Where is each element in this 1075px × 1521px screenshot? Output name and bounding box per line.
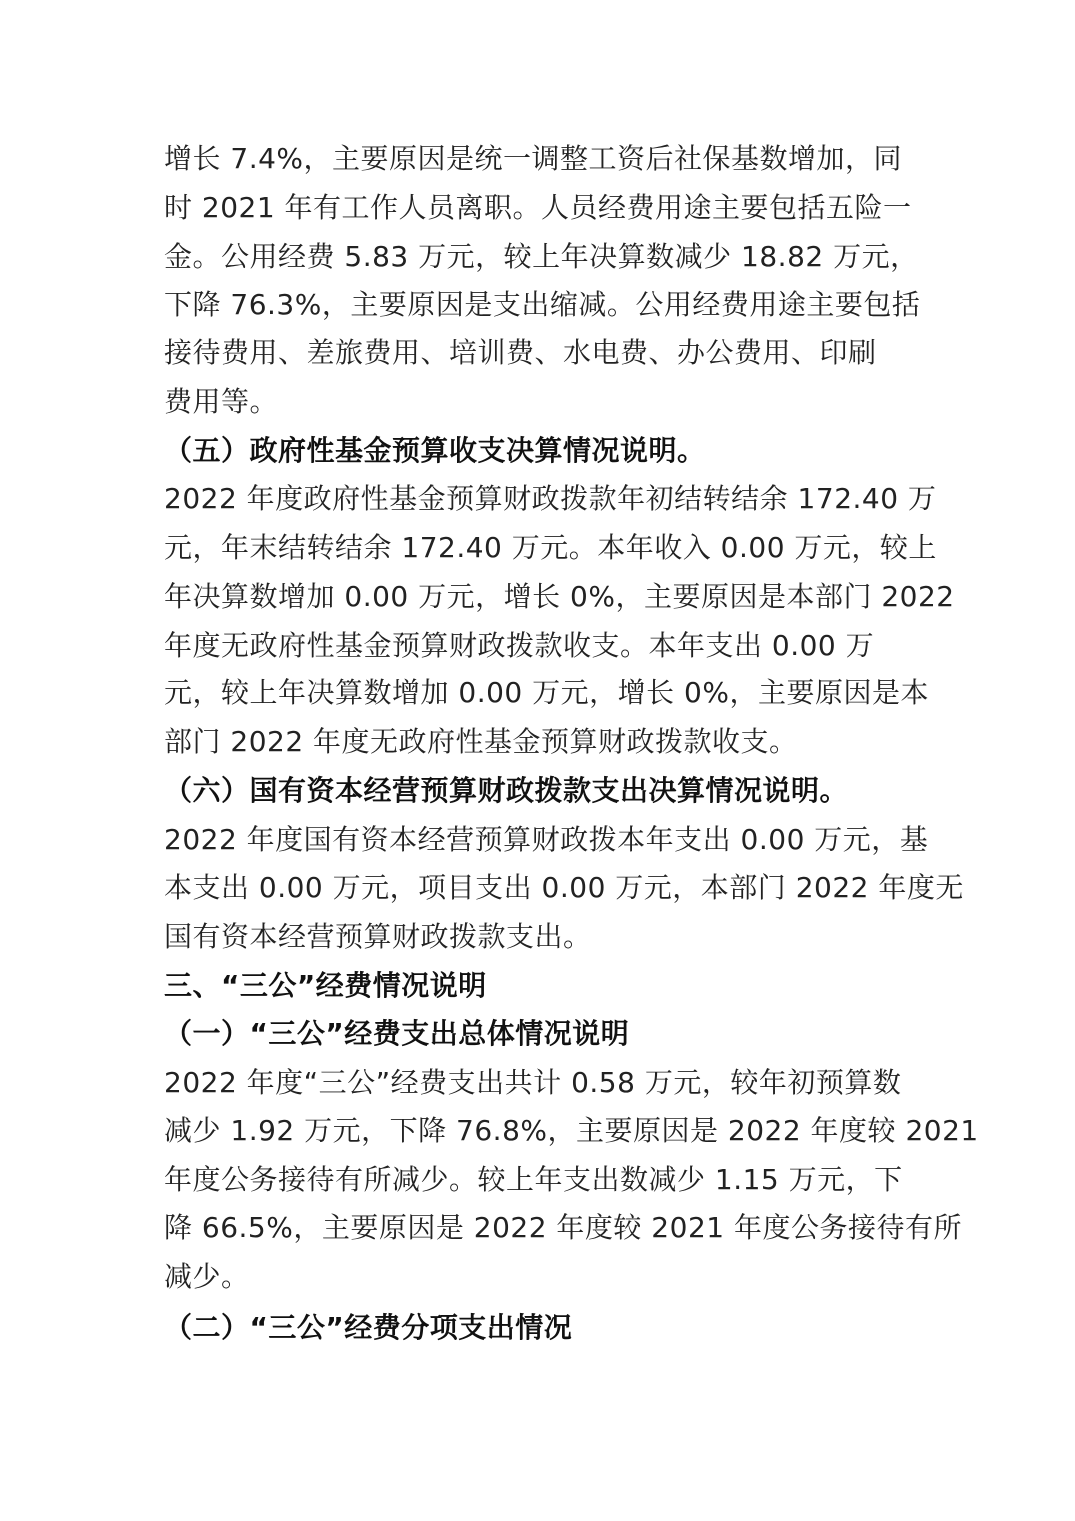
body-line: 减少 1.92 万元，下降 76.8%，主要原因是 2022 年度较 2021 xyxy=(164,1114,979,1147)
body-line: 下降 76.3%，主要原因是支出缩减。公用经费用途主要包括 xyxy=(164,288,921,321)
body-line: 国有资本经营预算财政拨款支出。 xyxy=(164,920,592,953)
section-heading: 三、“三公”经费情况说明 xyxy=(164,969,487,1002)
section-heading: （二）“三公”经费分项支出情况 xyxy=(164,1311,573,1344)
body-line: 部门 2022 年度无政府性基金预算财政拨款收支。 xyxy=(164,725,798,758)
body-line: 年度无政府性基金预算财政拨款收支。本年支出 0.00 万 xyxy=(164,629,875,662)
body-line: 年决算数增加 0.00 万元，增长 0%，主要原因是本部门 2022 xyxy=(164,580,955,613)
body-line: 降 66.5%，主要原因是 2022 年度较 2021 年度公务接待有所 xyxy=(164,1211,962,1244)
body-line: 增长 7.4%，主要原因是统一调整工资后社保基数增加，同 xyxy=(164,142,903,175)
body-line: 减少。 xyxy=(164,1260,250,1293)
section-heading: （六）国有资本经营预算财政拨款支出决算情况说明。 xyxy=(164,774,849,807)
body-line: 元，年末结转结余 172.40 万元。本年收入 0.00 万元，较上 xyxy=(164,531,937,564)
section-heading: （一）“三公”经费支出总体情况说明 xyxy=(164,1017,630,1050)
body-line: 本支出 0.00 万元，项目支出 0.00 万元，本部门 2022 年度无 xyxy=(164,871,964,904)
body-line: 时 2021 年有工作人员离职。人员经费用途主要包括五险一 xyxy=(164,191,912,224)
body-line: 2022 年度“三公”经费支出共计 0.58 万元，较年初预算数 xyxy=(164,1066,902,1099)
body-line: 2022 年度国有资本经营预算财政拨本年支出 0.00 万元，基 xyxy=(164,823,929,856)
section-heading: （五）政府性基金预算收支决算情况说明。 xyxy=(164,434,706,467)
body-line: 费用等。 xyxy=(164,385,279,418)
body-line: 接待费用、差旅费用、培训费、水电费、办公费用、印刷 xyxy=(164,336,877,369)
body-line: 元，较上年决算数增加 0.00 万元，增长 0%，主要原因是本 xyxy=(164,676,929,709)
body-line: 金。公用经费 5.83 万元，较上年决算数减少 18.82 万元， xyxy=(164,240,919,273)
body-line: 2022 年度政府性基金预算财政拨款年初结转结余 172.40 万 xyxy=(164,482,937,515)
body-line: 年度公务接待有所减少。较上年支出数减少 1.15 万元，下 xyxy=(164,1163,903,1196)
